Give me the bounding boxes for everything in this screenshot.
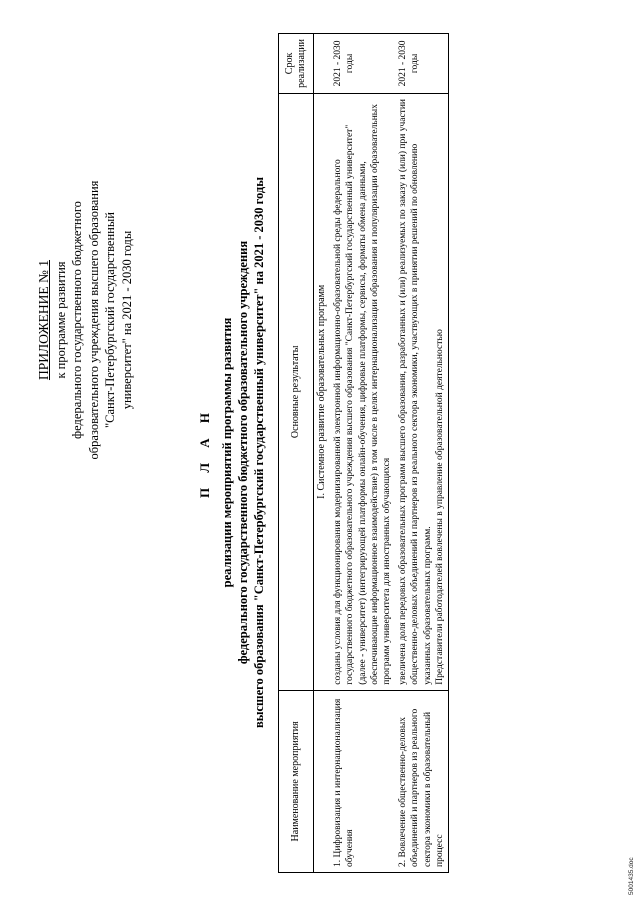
row-action: 2. Вовлечение общественно-деловых объединений и партнеров из реального сектора экономики в образовательный процесс (395, 690, 448, 872)
table-row (330, 34, 395, 873)
row-results (395, 93, 448, 690)
row-results-extra: Представители работодателей вовлечены в управление образовательной деятельностью (434, 329, 445, 685)
section-cell-empty (314, 690, 331, 872)
table-row (395, 34, 448, 873)
appendix-header (36, 140, 135, 500)
appendix-line: образовательного учреждения высшего образования (86, 180, 101, 460)
plan-title: П Л А Н (197, 406, 212, 499)
subtitle-line: федерального государственного бюджетного образовательного учреждения (236, 240, 250, 665)
header-term: Срок реализации (279, 34, 314, 94)
section-row (314, 34, 331, 873)
plan-subtitle (219, 0, 267, 905)
row-action: 1. Цифровизация и интернационализация обучения (330, 690, 395, 872)
row-term: 2021 - 2030 годы (330, 34, 395, 94)
row-results-text: увеличена доля передовых образовательных программ высшего образования, разработанных и (или) реализуемых по заказу и (или) при участии общественно-деловых объединений и партнеров из реального сектора экономики, участвующих в принятии решений по обновлению указанных образовательных программ. (398, 98, 433, 685)
appendix-line: к программе развития (53, 261, 68, 379)
header-action: Наименование мероприятия (279, 690, 314, 872)
header-results: Основные результаты (279, 93, 314, 690)
appendix-title: ПРИЛОЖЕНИЕ № 1 (36, 259, 51, 381)
document-code: 5001435.doc (628, 857, 635, 895)
plan-table (278, 33, 449, 873)
appendix-line: "Санкт-Петербургский государственный (103, 212, 117, 428)
table-header-row (279, 34, 314, 873)
row-term: 2021 - 2030 годы (395, 34, 448, 94)
section-title: I. Системное развитие образовательных программ (314, 93, 331, 690)
section-cell-empty (314, 34, 331, 94)
row-results: созданы условия для функционирования модернизированной электронной информационно-образовательной среды федерального государственного бюджетного образовательного учреждения высшего образования "Санкт-Петербургский государственный университет" (далее - университет) (интегрирующей платформы онлайн-обучения, цифровые платформы, сервисы, форматы обмена данными, обеспечивающие информационное взаимодействие) в том числе в целях интернационализации образования и популяризации образовательных программ университета для иностранных обучающихся (330, 93, 395, 690)
appendix-line: университет" на 2021 - 2030 годы (119, 230, 134, 410)
subtitle-line: высшего образования "Санкт-Петербургский государственный университет" на 2021 - 2030 годы (252, 177, 266, 729)
appendix-line: федерального государственного бюджетного (70, 201, 84, 439)
subtitle-line: реализации мероприятий программы развития (220, 317, 234, 588)
